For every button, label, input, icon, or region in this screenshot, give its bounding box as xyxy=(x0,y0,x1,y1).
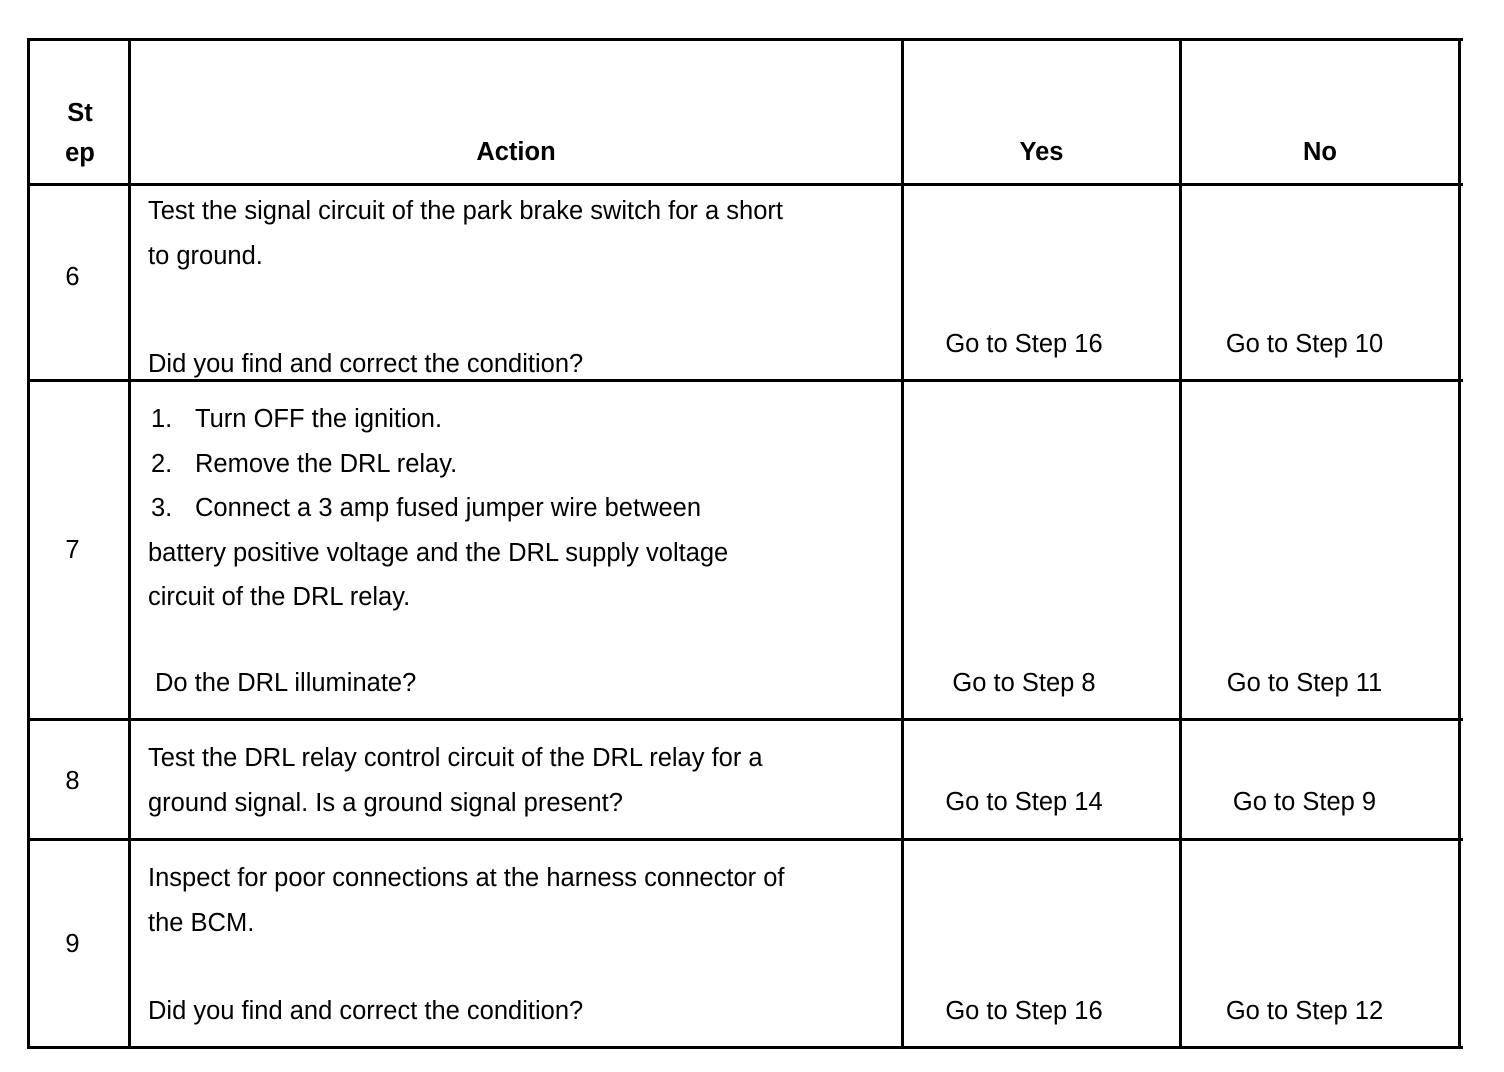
no-cell: Go to Step 9 xyxy=(1232,788,1377,816)
step-number: 9 xyxy=(65,930,80,958)
step-number: 7 xyxy=(65,536,80,564)
list-marker: 3. xyxy=(151,494,173,522)
action-question: Do the DRL illuminate? xyxy=(155,669,417,697)
list-marker: 1. xyxy=(151,405,173,433)
action-line: the BCM. xyxy=(148,908,255,937)
action-line: to ground. xyxy=(148,241,263,270)
list-item xyxy=(148,486,728,531)
action-question: Did you find and correct the condition? xyxy=(148,997,584,1025)
step-number: 8 xyxy=(65,767,80,795)
action-text xyxy=(148,856,784,945)
no-cell: Go to Step 10 xyxy=(1225,330,1384,358)
action-question: Did you find and correct the condition? xyxy=(148,350,584,378)
list-item-text: Remove the DRL relay. xyxy=(195,449,458,478)
column-divider xyxy=(1179,38,1182,1049)
action-text xyxy=(148,189,783,278)
step-header-line: ep xyxy=(65,139,95,167)
no-cell: Go to Step 11 xyxy=(1226,669,1383,697)
action-line: battery positive voltage and the DRL supply voltage xyxy=(148,538,729,567)
action-line: ground signal. Is a ground signal present? xyxy=(148,788,623,817)
action-text xyxy=(148,397,728,620)
action-line: circuit of the DRL relay. xyxy=(148,583,411,611)
action-column-header: Action xyxy=(476,138,556,166)
list-item-text: Turn OFF the ignition. xyxy=(195,405,443,433)
list-marker: 2. xyxy=(151,449,173,478)
row-divider xyxy=(27,718,1463,721)
no-column-header: No xyxy=(1303,138,1337,166)
list-item xyxy=(148,442,728,487)
step-number: 6 xyxy=(65,263,80,291)
diagnostic-table xyxy=(27,38,1463,1049)
list-item xyxy=(148,397,728,442)
header-divider xyxy=(27,183,1463,186)
step-column-header xyxy=(30,93,130,173)
yes-cell: Go to Step 14 xyxy=(945,788,1103,816)
row-divider xyxy=(27,838,1463,841)
step-header-line: St xyxy=(67,99,93,127)
table-border-right xyxy=(1458,38,1461,1049)
column-divider xyxy=(901,38,904,1049)
list-item-text: Connect a 3 amp fused jumper wire between xyxy=(195,494,702,522)
yes-column-header: Yes xyxy=(1019,138,1064,166)
action-text xyxy=(148,736,763,825)
action-line: Test the signal circuit of the park brake switch for a short xyxy=(148,197,783,225)
yes-cell: Go to Step 16 xyxy=(945,330,1103,358)
yes-cell: Go to Step 16 xyxy=(945,997,1103,1025)
procedure-list xyxy=(148,397,728,531)
action-line: Inspect for poor connections at the harness connector of xyxy=(148,864,785,892)
no-cell: Go to Step 12 xyxy=(1225,997,1384,1025)
yes-cell: Go to Step 8 xyxy=(952,669,1096,697)
action-line: Test the DRL relay control circuit of the DRL relay for a xyxy=(148,744,763,772)
table-border-bottom xyxy=(27,1046,1463,1049)
table-border-top xyxy=(27,38,1463,41)
column-divider xyxy=(128,38,131,1049)
